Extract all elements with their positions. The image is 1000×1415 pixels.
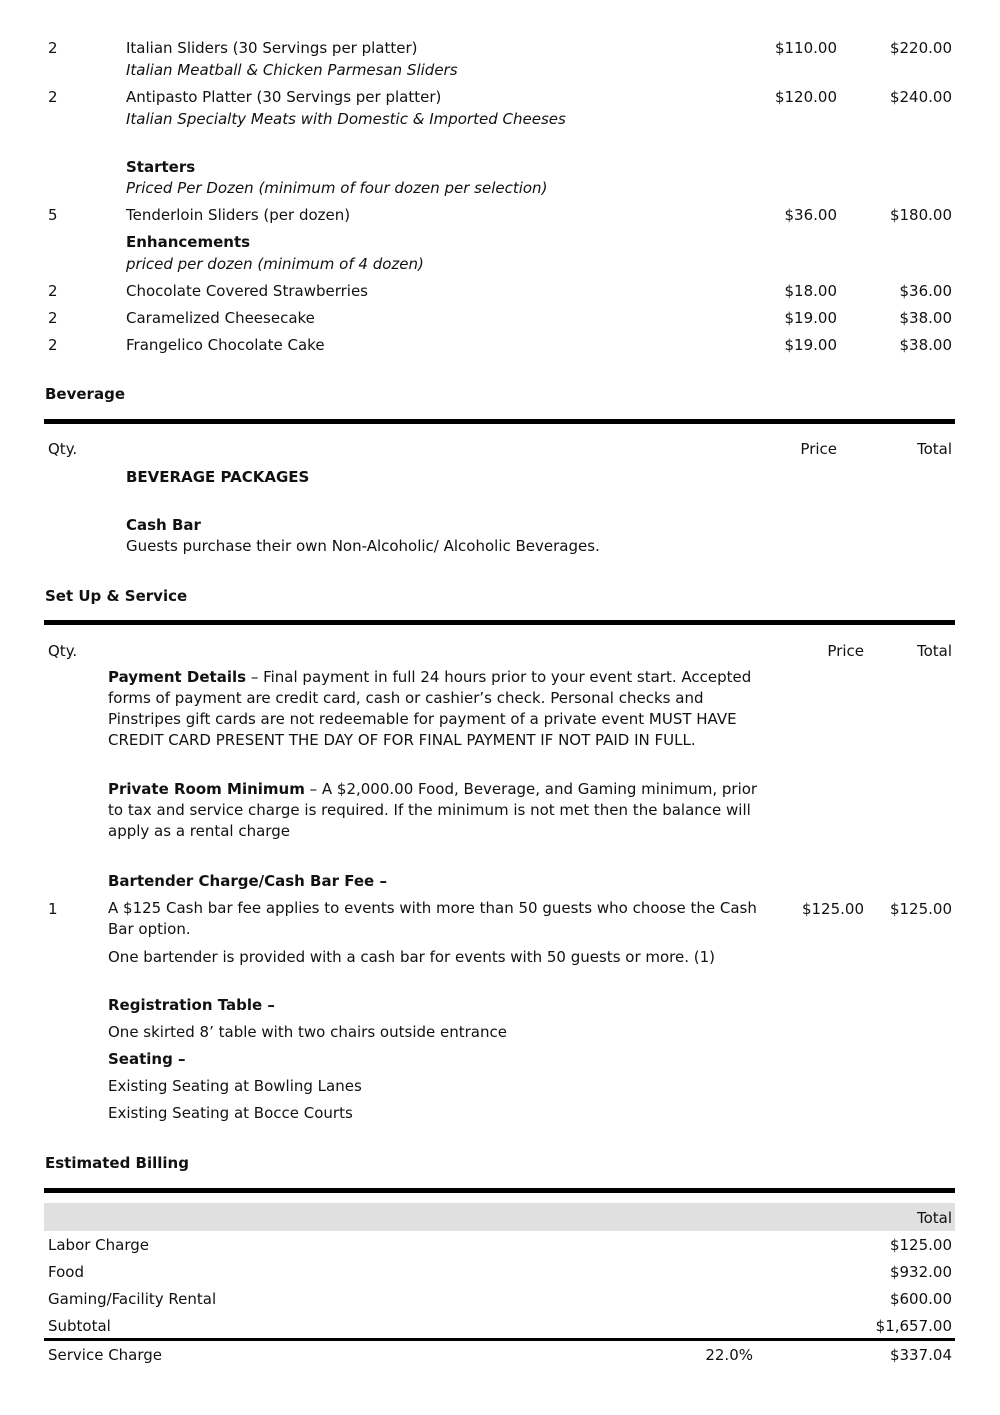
item-total: $38.00 [899, 336, 952, 354]
item-price: $19.00 [784, 309, 837, 327]
item-total: $180.00 [889, 206, 952, 224]
item-name: Tenderloin Sliders (per dozen) [126, 206, 351, 224]
billing-label: Subtotal [48, 1317, 111, 1335]
column-header-total: Total [916, 440, 952, 458]
item-name: Italian Sliders (30 Servings per platter) [126, 39, 418, 57]
section-divider [44, 419, 955, 424]
payment-details-text: – Final payment in full 24 hours prior to your event start. Accepted forms of payment are credit card, cash or cashier’s check. Personal checks and Pinstripes gift cards are not redeemable for payment of a private event MUST HAVE CREDIT CARD PRESENT THE DAY OF FOR FINAL PAYMENT IF NOT PAID IN FULL. [108, 668, 752, 749]
column-header-price: Price [800, 440, 837, 458]
room-minimum [108, 779, 773, 842]
bartender-heading: Bartender Charge/Cash Bar Fee – [108, 872, 387, 890]
registration-heading: Registration Table – [108, 996, 275, 1014]
item-qty: 2 [48, 39, 58, 57]
item-price: $120.00 [774, 88, 837, 106]
item-name: Antipasto Platter (30 Servings per platter) [126, 88, 442, 106]
service-charge-value: $337.04 [889, 1346, 952, 1364]
item-name: Chocolate Covered Strawberries [126, 282, 368, 300]
registration-text: One skirted 8’ table with two chairs outside entrance [108, 1023, 507, 1041]
item-total: $220.00 [889, 39, 952, 57]
billing-label: Food [48, 1263, 84, 1281]
seating-heading: Seating – [108, 1050, 186, 1068]
billing-label: Gaming/Facility Rental [48, 1290, 217, 1308]
item-price: $19.00 [784, 336, 837, 354]
item-total: $38.00 [899, 309, 952, 327]
column-header-qty: Qty. [48, 642, 78, 660]
enhancements-heading: Enhancements [126, 233, 251, 251]
room-minimum-label: Private Room Minimum [108, 780, 305, 798]
column-header-price: Price [827, 642, 864, 660]
seating-item: Existing Seating at Bocce Courts [108, 1104, 353, 1122]
billing-value: $932.00 [889, 1263, 952, 1281]
service-charge-label: Service Charge [48, 1346, 163, 1364]
item-total: $240.00 [889, 88, 952, 106]
enhancements-note: priced per dozen (minimum of 4 dozen) [126, 255, 424, 273]
item-qty: 2 [48, 88, 58, 106]
room-minimum-text: – A $2,000.00 Food, Beverage, and Gaming minimum, prior to tax and service charge is required. If the minimum is not met then the balance will apply as a rental charge [108, 780, 758, 840]
item-price: $36.00 [784, 206, 837, 224]
beverage-packages-heading: BEVERAGE PACKAGES [126, 468, 310, 486]
item-name: Caramelized Cheesecake [126, 309, 315, 327]
section-title-beverage: Beverage [45, 385, 125, 403]
item-qty: 2 [48, 309, 58, 327]
item-price: $125.00 [801, 900, 864, 918]
column-header-total: Total [916, 1209, 952, 1227]
cash-bar-text: Guests purchase their own Non-Alcoholic/ Alcoholic Beverages. [126, 537, 600, 555]
item-note: Italian Specialty Meats with Domestic & Imported Cheeses [126, 110, 566, 128]
item-qty: 1 [48, 900, 58, 918]
billing-header-bar [44, 1203, 955, 1231]
starters-note: Priced Per Dozen (minimum of four dozen per selection) [126, 179, 548, 197]
billing-value: $125.00 [889, 1236, 952, 1254]
starters-heading: Starters [126, 158, 196, 176]
item-total: $36.00 [899, 282, 952, 300]
column-header-total: Total [916, 642, 952, 660]
column-header-qty: Qty. [48, 440, 78, 458]
item-qty: 2 [48, 282, 58, 300]
subtotal-divider [44, 1338, 955, 1341]
item-qty: 5 [48, 206, 58, 224]
section-divider [44, 1188, 955, 1193]
item-name: Frangelico Chocolate Cake [126, 336, 325, 354]
billing-label: Labor Charge [48, 1236, 150, 1254]
cash-bar-heading: Cash Bar [126, 516, 201, 534]
bartender-text: A $125 Cash bar fee applies to events with more than 50 guests who choose the Cash Bar option. [108, 899, 757, 938]
section-divider [44, 620, 955, 625]
bartender-note: One bartender is provided with a cash bar for events with 50 guests or more. (1) [108, 948, 716, 966]
section-title-setup: Set Up & Service [45, 587, 188, 605]
seating-item: Existing Seating at Bowling Lanes [108, 1077, 362, 1095]
item-note: Italian Meatball & Chicken Parmesan Sliders [126, 61, 458, 79]
item-price: $110.00 [774, 39, 837, 57]
payment-details-label: Payment Details [108, 668, 247, 686]
service-charge-rate: 22.0% [705, 1346, 753, 1364]
section-title-billing: Estimated Billing [45, 1154, 189, 1172]
item-price: $18.00 [784, 282, 837, 300]
item-total: $125.00 [889, 900, 952, 918]
billing-value: $600.00 [889, 1290, 952, 1308]
billing-value: $1,657.00 [875, 1317, 952, 1335]
item-qty: 2 [48, 336, 58, 354]
payment-details [108, 667, 773, 751]
